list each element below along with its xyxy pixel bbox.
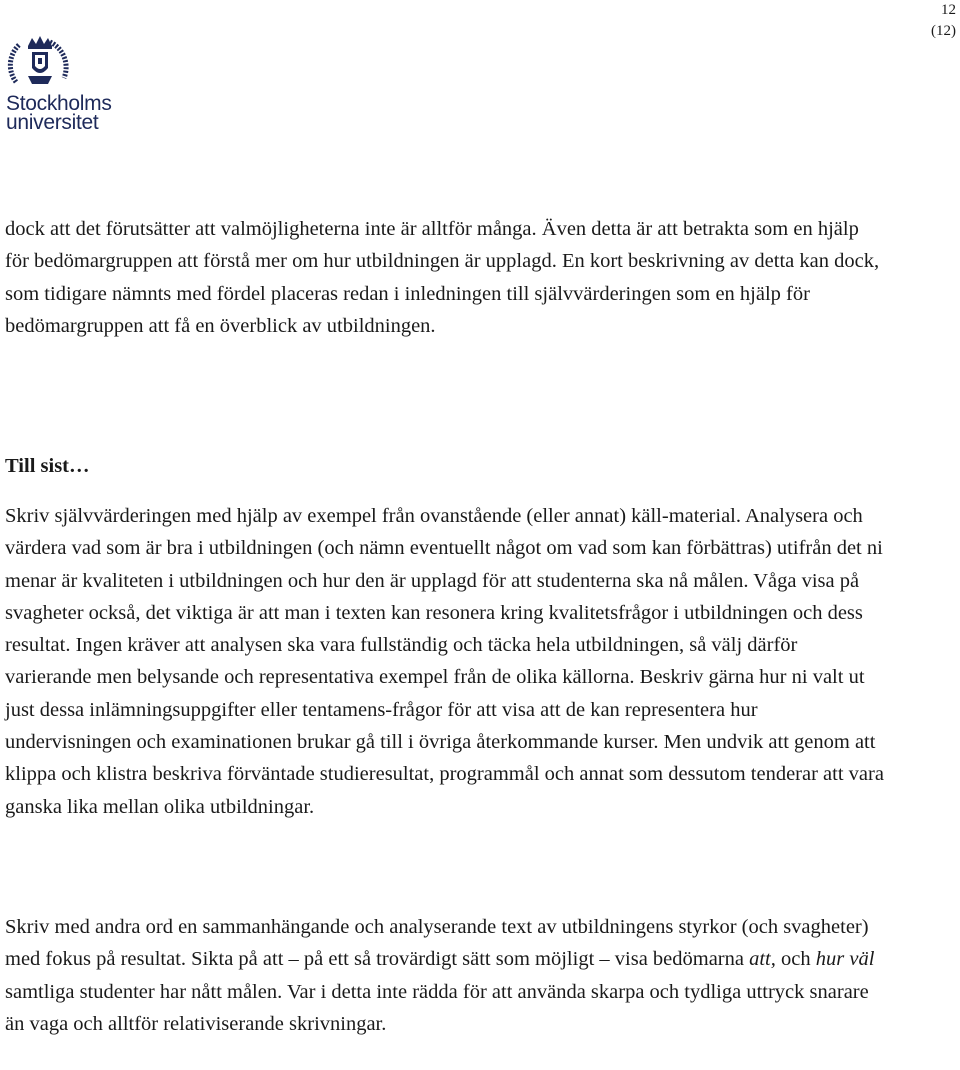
university-logo [6,32,130,136]
logo-line-1: Stockholms [6,92,112,115]
paragraph-3-part-3: samtliga studenter har nått målen. Var i detta inte rädda för att använda skarpa och tydliga uttryck snarare än vaga och alltför relativiserande skrivningar. [5,980,869,1035]
paragraph-2-text: Skriv självvärderingen med hjälp av exempel från ovanstående (eller annat) käll-material. Analysera och värdera vad som är bra i utbildningen (och nämn eventuellt något om vad som kan förbättras) utifrån det ni menar är kvaliteten i utbildningen och hur den är upplagd för att studenterna ska nå målen. Våga visa på svagheter också, det viktiga är att man i texten kan resonera kring kvalitetsfrågor i utbildningen och dess resultat. Ingen kräver att analysen ska vara fullständig och täcka hela utbildningen, så välj därför varierande men belysande och representativa exempel från de olika källorna. Beskriv gärna hur ni valt ut just dessa inlämningsuppgifter eller tentamens-frågor för att visa att de kan representera hur undervisningen och examinationen brukar gå till i övriga återkommande kurser. Men undvik att genom att klippa och klistra beskriva förväntade studieresultat, programmål och annat som dessutom tenderar att vara ganska lika mellan olika utbildningar. [5,505,884,818]
paragraph-1 [5,213,885,342]
page-number [931,0,956,42]
logo-wordmark [6,94,112,132]
paragraph-3 [5,911,885,1040]
paragraph-3-part-1: Skriv med andra ord en sammanhängande och analyserande text av utbildningens styrkor (och svagheter) med fokus på resultat. Sikta på att – på ett så trovärdigt sätt som möjligt – visa bedömarna [5,916,869,971]
section-heading: Till sist… [5,455,90,477]
paragraph-3-emphasis-2: hur väl [815,948,875,971]
page-number-current: 12 [941,2,956,18]
paragraph-1-text: dock att det förutsätter att valmöjligheterna inte är alltför många. Även detta är att betrakta som en hjälp för bedömargruppen att förstå mer om hur utbildningen är upplagd. En kort beskrivning av detta kan dock, som tidigare nämnts med fördel placeras redan i inledningen till självvärderingen som en hjälp för bedömargruppen att få en överblick av utbildningen. [5,218,880,337]
page-number-total: (12) [931,23,956,39]
logo-line-2: universitet [6,111,99,134]
paragraph-2 [5,500,885,823]
crown-seal-icon [6,32,76,94]
paragraph-3-text [5,911,885,1040]
paragraph-3-part-2: och [775,948,816,971]
paragraph-3-emphasis-1: att, [749,948,776,971]
